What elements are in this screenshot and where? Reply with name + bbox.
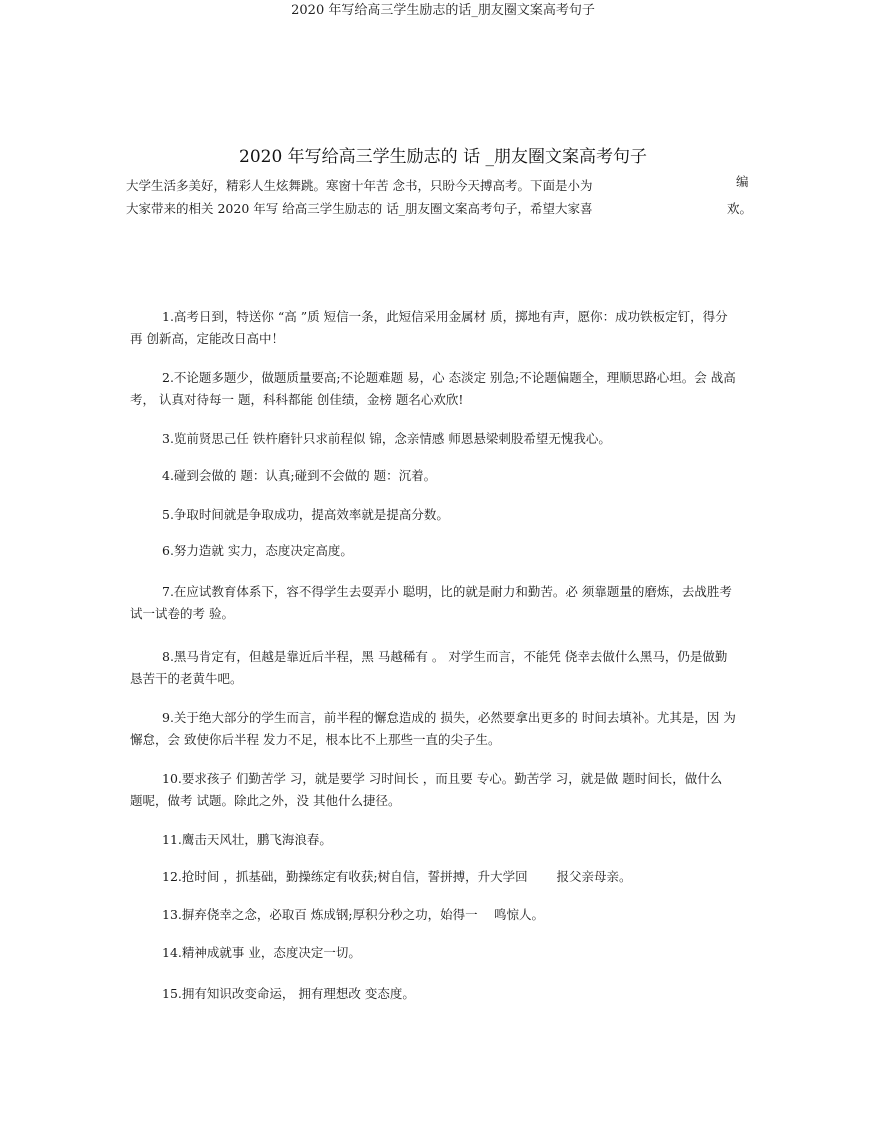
list-item: 13.摒弃侥幸之念，必取百 炼成钢;厚积分秒之功，始得一 鸣惊人。 (162, 907, 545, 922)
intro-line-2: 大家带来的相关 2020 年写 给高三学生励志的 话_朋友圈文案高考句子，希望大家喜 (126, 201, 593, 216)
page-header: 2020 年写给高三学生励志的话_朋友圈文案高考句子 (291, 3, 595, 18)
list-item: 9.关于绝大部分的学生而言，前半程的懈怠造成的 损失，必然要拿出更多的 时间去填补。尤其是，因 为懈怠，会 致使你后半程 发力不足，根本比不上那些一直的尖子生。 (130, 710, 736, 747)
list-item: 3.览前贤思己任 铁杵磨针只求前程似 锦，念亲情感 师恩悬梁刺股希望无愧我心。 (162, 431, 611, 446)
document-title: 2020 年写给高三学生励志的 话 _朋友圈文案高考句子 (239, 147, 647, 167)
list-item: 14.精神成就事 业，态度决定一切。 (162, 945, 361, 960)
list-item: 6.努力造就 实力，态度决定高度。 (162, 543, 353, 558)
intro-line-1-tail: 编 (736, 174, 749, 189)
list-item: 12.抢时间 ，抓基础，勤操练定有收获;树自信，誓拼搏，升大学回 报父亲母亲。 (162, 869, 632, 884)
list-item: 10.要求孩子 们勤苦学 习，就是要学 习时间长 ，而且要 专心。勤苦学 习，就是做 题时间长，做什么 题呢，做考 试题。除此之外，没 其他什么捷径。 (130, 771, 723, 808)
intro-line-2-tail: 欢。 (727, 201, 753, 216)
list-item: 4.碰到会做的 题：认真;碰到不会做的 题：沉着。 (162, 468, 437, 483)
list-item: 1.高考日到，特送你 “高 ”质 短信一条，此短信采用金属材 质，掷地有声，愿你：成功铁板定钉，得分再 创新高，定能改日高中！ (130, 309, 728, 346)
list-item: 5.争取时间就是争取成功，提高效率就是提高分数。 (162, 507, 449, 522)
list-item: 7.在应试教育体系下，容不得学生去耍弄小 聪明，比的就是耐力和勤苦。必 须靠题量的磨炼，去战胜考 试一试卷的考 验。 (130, 584, 732, 621)
list-item: 11.鹰击天风壮，鹏飞海浪春。 (162, 832, 332, 847)
list-item: 15.拥有知识改变命运， 拥有理想改 变态度。 (162, 986, 415, 1001)
intro-line-1: 大学生活多美好，精彩人生炫舞跳。寒窗十年苦 念书，只盼今天搏高考。下面是小为 (126, 178, 593, 193)
list-item: 8.黑马肯定有，但越是靠近后半程，黑 马越稀有 。 对学生而言，不能凭 侥幸去做什么黑马，仍是做勤 恳苦干的老黄牛吧。 (130, 649, 728, 686)
list-item: 2.不论题多题少，做题质量要高;不论题难题 易，心 态淡定 别急;不论题偏题全，理顺思路心坦。会 战高考， 认真对待每一 题，科科都能 创佳绩，金榜 题名心欢欣! (130, 370, 736, 407)
